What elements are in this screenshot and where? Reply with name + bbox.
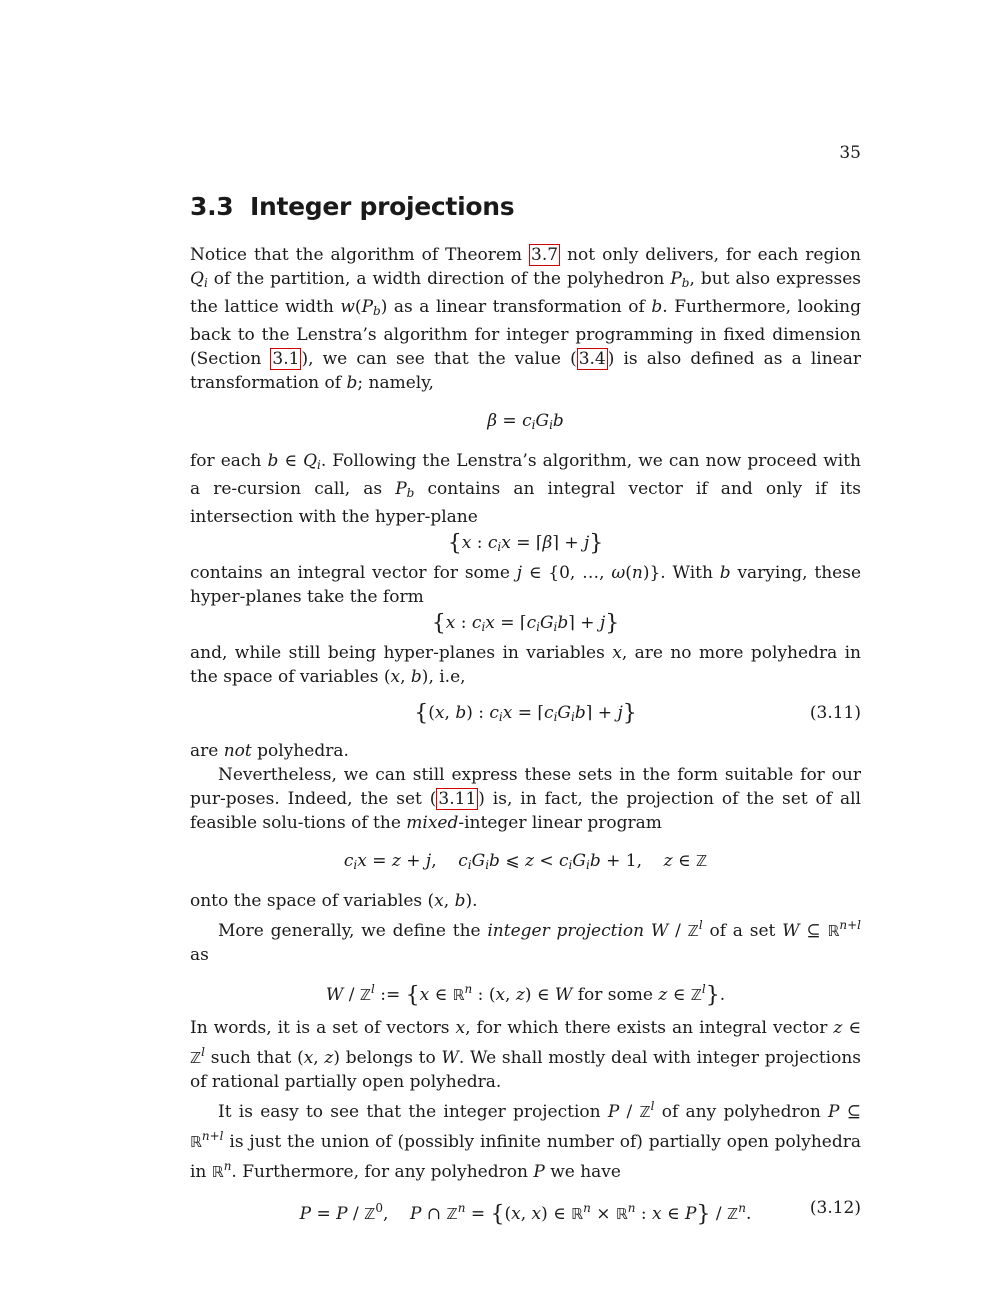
- page-number: 35: [839, 143, 861, 163]
- equation-link-3-11[interactable]: 3.11: [438, 789, 477, 809]
- paragraph-10: It is easy to see that the integer projection P / ℤ$^l$ of any polyhedron P ⊆ ℝ$^{n+l}$ is just the union of (possibly infinite number of) partially open polyhedra in ℝ$^n$. Furthermore, for any polyhedron P we have: [190, 1099, 861, 1182]
- paragraph-4: and, while still being hyper-planes in variables x, are no more polyhedra in the space of variables (x, b), i.e,: [190, 643, 861, 687]
- equation-beta: $\beta = c_iG_ib$: [487, 411, 564, 432]
- section-title: Integer projections: [250, 192, 515, 221]
- paragraph-3: contains an integral vector for some j ∈ {0, …, ω(n)}. With b varying, these hyper-planes take the form: [190, 563, 862, 607]
- equation-link-3-4[interactable]: 3.4: [578, 349, 606, 369]
- paragraph-9: In words, it is a set of vectors x, for which there exists an integral vector z ∈ ℤ$^l$ such that (x, z) belongs to W. We shall mostly deal with integer projections of rational partially open polyhedra.: [190, 1018, 862, 1092]
- theorem-link[interactable]: 3.7: [531, 245, 559, 265]
- equation-integer-projection: W / ℤ$^l$ := {x ∈ ℝ$^n$ : (x, z) ∈ W for some z ∈ ℤ$^l$}.: [325, 982, 726, 1008]
- paragraph-5: are not polyhedra.: [190, 741, 349, 761]
- equation-3-12: P = P / ℤ$^0$, P ∩ ℤ$^n$ = {(x, x) ∈ ℝ$^n$ × ℝ$^n$ : x ∈ P} / ℤ$^n$. (3.12): [299, 1198, 861, 1227]
- paragraph-1: Notice that the algorithm of Theorem 3.7 not only delivers, for each region $Q_i$ of the partition, a width direction of the polyhedron $P_b$, but also expresses the lattice width $w(P_b)$ as a linear transformation of b. Furthermore, looking back to the Lenstra’s algorithm for integer programming in fixed dimension (Section 3.1 ), we can see that the value ( 3.4 ) is also defined as a linear transformation of b; namely,: [190, 245, 862, 393]
- body-text: [190, 243, 861, 1227]
- section-number: 3.3: [190, 192, 234, 221]
- section-link[interactable]: 3.1: [272, 349, 300, 369]
- page: [190, 0, 861, 1294]
- equation-hyperplanes-form: {x : $c_ix$ = $⌈c_iG_ib⌉ + j$}: [431, 611, 620, 636]
- paragraph-2: for each b ∈ $Q_i$. Following the Lenstra’s algorithm, we can now proceed with a re-cursion call, as $P_b$ contains an integral vector if and only if its intersection with the hyper-plane: [190, 451, 861, 527]
- equation-number-3-11: (3.11): [809, 703, 861, 723]
- equation-mixed-program: $c_ix = z + j$, $c_iG_ib$ ⩽ $z < c_iG_ib + 1$, z ∈ ℤ: [343, 851, 708, 872]
- equation-number-3-12: (3.12): [809, 1198, 861, 1218]
- section-heading: [190, 192, 514, 221]
- equation-3-11: {(x, b) : $c_ix$ = $⌈c_iG_ib⌉ + j$} (3.11): [414, 701, 861, 726]
- paragraph-8: More generally, we define the integer projection W / ℤ$^l$ of a set W ⊆ ℝ$^{n+l}$ as: [190, 918, 861, 965]
- paragraph-7: onto the space of variables (x, b).: [190, 891, 478, 911]
- paragraph-6: Nevertheless, we can still express these sets in the form suitable for our pur-poses. Indeed, the set ( 3.11 ) is, in fact, the projection of the set of all feasible solu-tions of the mixed-integer linear program: [190, 765, 861, 833]
- equation-hyperplane: {x : $c_ix$ = ⌈β⌉ + j}: [447, 531, 604, 556]
